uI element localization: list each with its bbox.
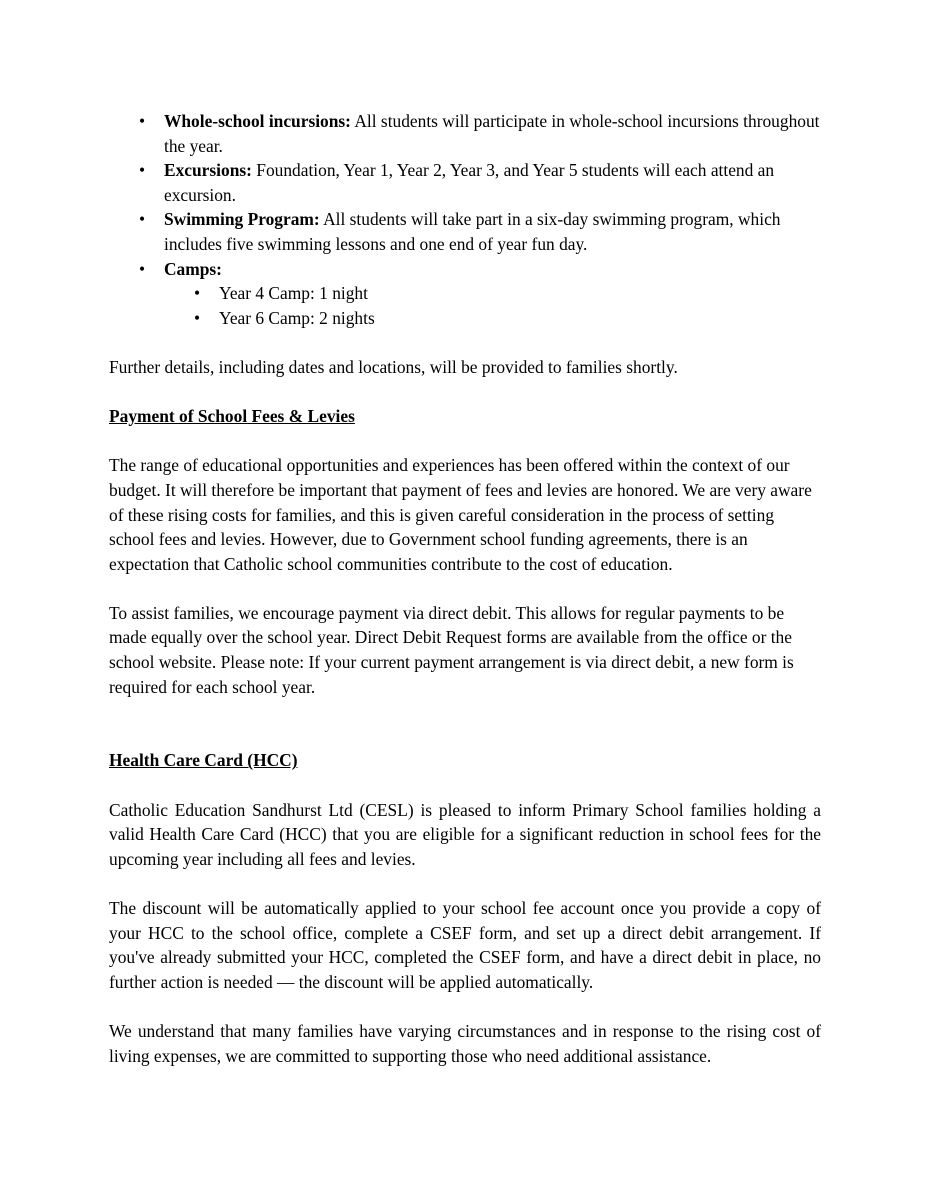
hcc-heading: Health Care Card (HCC)	[109, 750, 298, 771]
hcc-paragraph-2: The discount will be automatically applied to your school fee account once you provide a copy of your HCC to the school office, complete a CSEF form, and set up a direct debit arrangement. If you've already submitted your HCC, completed the CSEF form, and have a direct debit in place, no further action is needed — the discount will be applied automatically.	[109, 898, 821, 992]
camp-item: • Year 6 Camp: 2 nights	[164, 306, 821, 331]
list-item	[109, 109, 821, 158]
activity-text: Foundation, Year 1, Year 2, Year 3, and Year 5 students will each attend an excursion.	[164, 160, 775, 205]
activity-title: Swimming Program:	[164, 209, 320, 230]
activity-title: Whole-school incursions:	[164, 111, 351, 131]
activity-title: Camps:	[164, 258, 222, 279]
fees-paragraph-1: The range of educational opportunities and experiences has been offered within the context of our budget. It will therefore be important that payment of fees and levies are honored. We are very aware of these rising costs for families, and this is given careful consideration in the process of setting school fees and levies. However, due to Government school funding agreements, there is an expectation that Catholic school communities contribute to the cost of education.	[109, 455, 812, 574]
camps-list	[164, 281, 821, 330]
further-details: Further details, including dates and locations, will be provided to families shortly.	[109, 356, 678, 377]
hcc-paragraph-3: We understand that many families have varying circumstances and in response to the rising cost of living expenses, we are committed to supporting those who need additional assistance.	[109, 1020, 821, 1066]
camp-item: • Year 4 Camp: 1 night	[164, 281, 821, 306]
activity-text: All students will participate in whole-school incursions throughout the year.	[164, 111, 820, 156]
activity-title: Excursions:	[164, 160, 252, 181]
fees-paragraph-2: To assist families, we encourage payment via direct debit. This allows for regular payments to be made equally over the school year. Direct Debit Request forms are available from the office or the school website. Please note: If your current payment arrangement is via direct debit, a new form is required for each school year.	[109, 602, 794, 697]
activities-list	[109, 109, 821, 330]
list-item	[109, 257, 821, 331]
hcc-paragraph-1: Catholic Education Sandhurst Ltd (CESL) is pleased to inform Primary School families holding a valid Health Care Card (HCC) that you are eligible for a significant reduction in school fees for the upcoming year including all fees and levies.	[109, 799, 821, 869]
fees-heading: Payment of School Fees & Levies	[109, 406, 355, 427]
activity-text: All students will take part in a six-day swimming program, which includes five swimming lessons and one end of year fun day.	[164, 209, 781, 254]
list-item	[109, 207, 821, 256]
list-item	[109, 158, 821, 207]
document-page	[109, 109, 821, 1068]
